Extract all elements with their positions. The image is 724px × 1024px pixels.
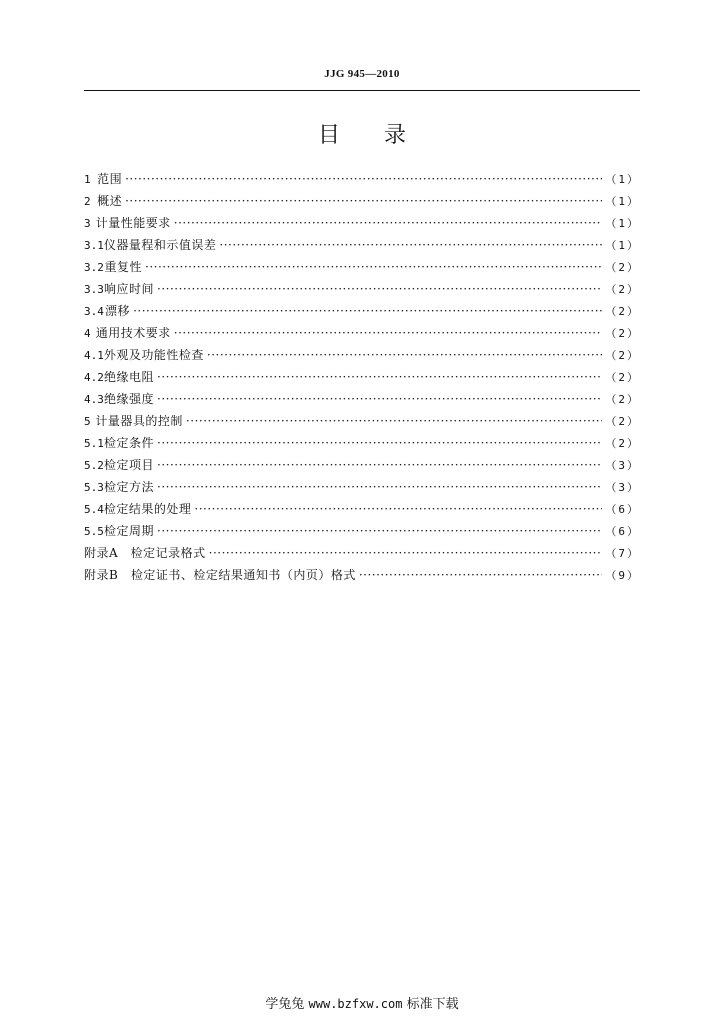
toc-entry-page: （7） (605, 547, 640, 560)
toc-entry-4-3[interactable] (84, 388, 640, 410)
toc-entry-page: （1） (605, 195, 640, 208)
toc-entry-page: （2） (605, 437, 640, 450)
toc-entry-label: 仪器量程和示值误差 (103, 238, 217, 252)
toc-entry-label: 计量器具的控制 (95, 414, 183, 428)
toc-entry-label: 绝缘电阻 (103, 370, 154, 384)
toc-entry-label: 漂移 (105, 304, 131, 318)
toc-entry-5-5[interactable] (84, 520, 640, 542)
toc-entry-number: 3.3 (84, 283, 104, 296)
toc-entry-5-2[interactable] (84, 454, 640, 476)
toc-leader-dots (174, 212, 603, 234)
toc-entry-number: 3.2 (84, 261, 104, 274)
footer-watermark (0, 993, 724, 1012)
toc-entry-label: 检定周期 (103, 524, 154, 538)
toc-entry-label: 检定项目 (103, 458, 154, 472)
page-title: 目录 (317, 123, 450, 148)
toc-leader-dots (157, 278, 602, 300)
toc-entry-number: 1 (84, 173, 91, 186)
toc-entry-3-4[interactable] (84, 300, 640, 322)
toc-entry-page: （2） (605, 415, 640, 428)
toc-entry-label: 检定结果的处理 (103, 502, 192, 516)
toc-entry-page: （1） (605, 239, 640, 252)
toc-entry-number: 5.3 (84, 481, 104, 494)
toc-entry-number: 4.1 (84, 349, 104, 362)
toc-entry-3-3[interactable] (84, 278, 640, 300)
toc-entry-page: （2） (605, 305, 640, 318)
toc-entry-5-4[interactable] (84, 498, 640, 520)
toc-leader-dots (125, 168, 602, 190)
toc-entry-appendix-b[interactable] (84, 564, 640, 586)
toc-entry-number: 5 (84, 415, 91, 428)
toc-entry-page: （1） (605, 217, 640, 230)
toc-leader-dots (207, 344, 602, 366)
toc-entry-3-2[interactable] (84, 256, 640, 278)
toc-leader-dots (359, 564, 603, 586)
toc-entry-label: 范围 (97, 172, 123, 186)
toc-entry-1[interactable] (84, 168, 640, 190)
toc-entry-label: 检定方法 (103, 480, 154, 494)
toc-entry-4-1[interactable] (84, 344, 640, 366)
toc-entry-number: 3.4 (84, 305, 104, 318)
toc-entry-page: （6） (605, 525, 640, 538)
toc-leader-dots (157, 454, 602, 476)
standard-code-header: JJG 945—2010 (324, 68, 400, 80)
toc-entry-page: （2） (605, 349, 640, 362)
toc-entry-page: （6） (605, 503, 640, 516)
toc-entry-number: 4.3 (84, 393, 104, 406)
footer-site-name: 学兔兔 (265, 997, 305, 1012)
toc-leader-dots (157, 366, 602, 388)
footer-url-link[interactable]: www.bzfxw.com (308, 997, 403, 1011)
toc-entry-label: 响应时间 (103, 282, 154, 296)
toc-entry-number: 3 (84, 217, 91, 230)
toc-entry-page: （9） (605, 569, 640, 582)
toc-entry-page: （3） (605, 481, 640, 494)
toc-leader-dots (157, 388, 602, 410)
toc-leader-dots (219, 234, 602, 256)
toc-entry-number: 5.4 (84, 503, 104, 516)
toc-entry-3[interactable] (84, 212, 640, 234)
toc-leader-dots (209, 542, 603, 564)
toc-entry-page: （2） (605, 393, 640, 406)
toc-entry-page: （1） (605, 173, 640, 186)
header-rule (84, 90, 640, 91)
toc-entry-page: （2） (605, 261, 640, 274)
toc-entry-label: 重复性 (104, 260, 143, 274)
toc-entry-page: （2） (605, 283, 640, 296)
toc-entry-number: 3.1 (84, 239, 104, 252)
toc-entry-5-1[interactable] (84, 432, 640, 454)
toc-entry-5-3[interactable] (84, 476, 640, 498)
toc-entry-label: 绝缘强度 (103, 392, 154, 406)
toc-entry-4[interactable] (84, 322, 640, 344)
toc-leader-dots (194, 498, 602, 520)
toc-leader-dots (157, 520, 602, 542)
toc-entry-label: 附录A 检定记录格式 (84, 546, 206, 560)
toc-entry-label: 检定条件 (103, 436, 154, 450)
toc-leader-dots (133, 300, 602, 322)
toc-entry-page: （2） (605, 327, 640, 340)
toc-entry-number: 4.2 (84, 371, 104, 384)
toc-entry-4-2[interactable] (84, 366, 640, 388)
toc-leader-dots (157, 476, 602, 498)
toc-entry-page: （3） (605, 459, 640, 472)
toc-entry-3-1[interactable] (84, 234, 640, 256)
toc-entry-number: 2 (84, 195, 91, 208)
toc-leader-dots (125, 190, 602, 212)
footer-tagline: 标准下载 (406, 997, 459, 1012)
toc-entry-page: （2） (605, 371, 640, 384)
toc-entry-appendix-a[interactable] (84, 542, 640, 564)
toc-entry-number: 5.2 (84, 459, 104, 472)
toc-entry-label: 通用技术要求 (95, 326, 171, 340)
toc-entry-label: 外观及功能性检查 (103, 348, 204, 362)
toc-leader-dots (157, 432, 602, 454)
toc-entry-number: 5.5 (84, 525, 104, 538)
toc-leader-dots (186, 410, 602, 432)
toc-entry-label: 附录B 检定证书、检定结果通知书（内页）格式 (84, 568, 356, 582)
toc-entry-5[interactable] (84, 410, 640, 432)
toc-leader-dots (145, 256, 602, 278)
toc-entry-label: 概述 (97, 194, 123, 208)
toc-entry-label: 计量性能要求 (95, 216, 171, 230)
toc-entry-number: 5.1 (84, 437, 104, 450)
toc-leader-dots (174, 322, 603, 344)
table-of-contents (84, 168, 640, 586)
toc-entry-2[interactable] (84, 190, 640, 212)
toc-entry-number: 4 (84, 327, 91, 340)
